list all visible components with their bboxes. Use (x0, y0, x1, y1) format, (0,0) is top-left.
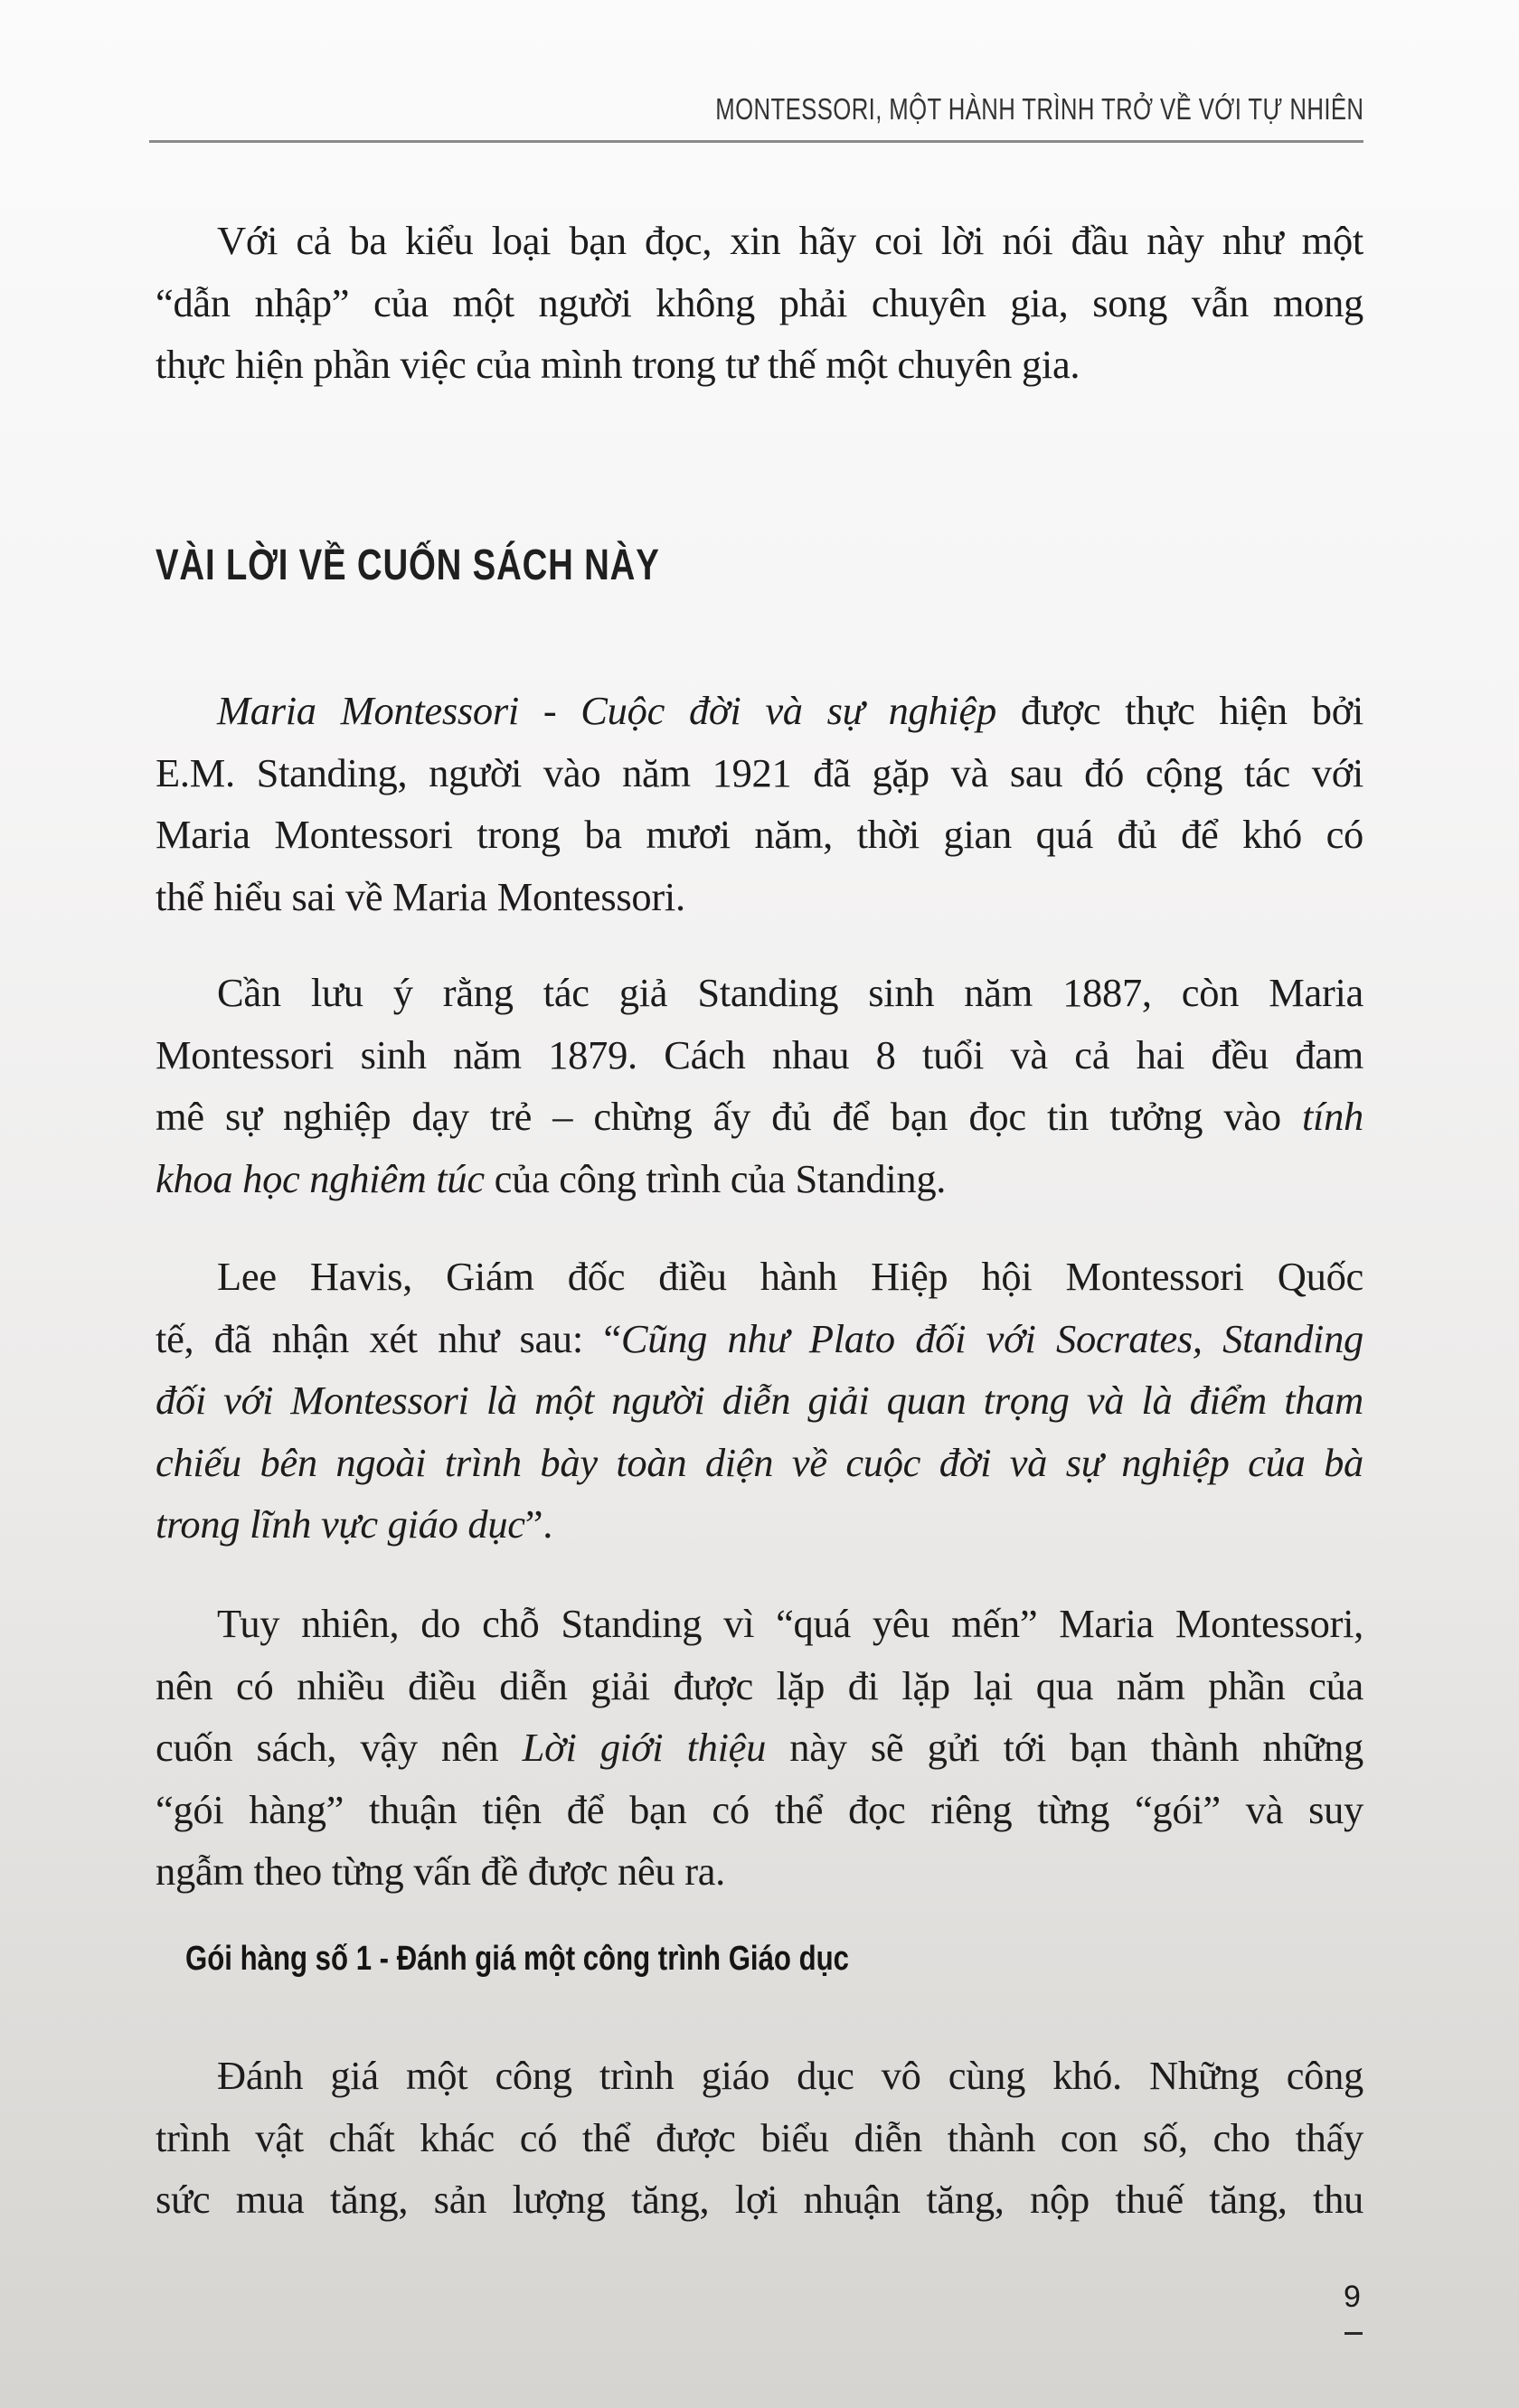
text-line: trong lĩnh vực giáo dục”. (156, 1501, 553, 1547)
text-line: thực hiện phần việc của mình trong tư thế một chuyên gia. (156, 342, 1080, 387)
header-rule (149, 140, 1363, 143)
text-line: cuốn sách, vậy nên Lời giới thiệu này sẽ gửi tới bạn thành những (156, 1725, 1364, 1770)
paragraph-evaluation (156, 2045, 1363, 2231)
text-line: Maria Montessori trong ba mươi năm, thời gian quá đủ để khó có (156, 812, 1363, 857)
text-line: “dẫn nhập” của một người không phải chuyên gia, song vẫn mong (156, 279, 1363, 325)
subsection-heading: Gói hàng số 1 - Đánh giá một công trình Giáo dục (185, 1940, 850, 1978)
text-line: Maria Montessori - Cuộc đời và sự nghiệp được thực hiện bởi (217, 688, 1363, 733)
text-line: thể hiểu sai về Maria Montessori. (156, 873, 685, 919)
text-line: tế, đã nhận xét như sau: “Cũng như Plato đối với Socrates, Standing (156, 1315, 1363, 1361)
section-heading: VÀI LỜI VỀ CUỐN SÁCH NÀY (156, 541, 660, 589)
text-line: E.M. Standing, người vào năm 1921 đã gặp và sau đó cộng tác với (156, 749, 1363, 795)
text-line: đối với Montessori là một người diễn giải quan trọng và là điểm tham (156, 1378, 1363, 1423)
text-line: khoa học nghiêm túc của công trình của Standing. (156, 1155, 947, 1201)
book-title: Maria Montessori - Cuộc đời và sự nghiệp (217, 688, 996, 733)
text-line: chiếu bên ngoài trình bày toàn diện về cuộc đời và sự nghiệp của bà (156, 1439, 1363, 1485)
paragraph-however (156, 1593, 1363, 1903)
text-line: mê sự nghiệp dạy trẻ – chừng ấy đủ để bạn đọc tin tưởng vào tính (156, 1094, 1363, 1139)
page-number-rule (1344, 2332, 1363, 2335)
text-line: Đánh giá một công trình giáo dục vô cùng khó. Những công (217, 2053, 1363, 2098)
text-line: “gói hàng” thuận tiện để bạn có thể đọc riêng từng “gói” và suy (156, 1786, 1363, 1832)
text-line: sức mua tăng, sản lượng tăng, lợi nhuận tăng, nộp thuế tăng, thu (156, 2177, 1363, 2222)
quote: Cũng như Plato đối với Socrates, Standing (620, 1315, 1363, 1361)
text-line: Lee Havis, Giám đốc điều hành Hiệp hội Montessori Quốc (217, 1254, 1363, 1299)
text-line: Montessori sinh năm 1879. Cách nhau 8 tuổi và cả hai đều đam (156, 1031, 1363, 1077)
text-line: Cần lưu ý rằng tác giả Standing sinh năm 1887, còn Maria (217, 970, 1363, 1015)
running-header: MONTESSORI, MỘT HÀNH TRÌNH TRỞ VỀ VỚI TỰ NHIÊN (714, 92, 1363, 126)
paragraph-intro (156, 210, 1363, 396)
text-line: Tuy nhiên, do chỗ Standing vì “quá yêu mến” Maria Montessori, (217, 1601, 1363, 1646)
paragraph-ages (156, 962, 1363, 1209)
text-line: nên có nhiều điều diễn giải được lặp đi lặp lại qua năm phần của (156, 1662, 1363, 1708)
text-line: ngẫm theo từng vấn đề được nêu ra. (156, 1848, 725, 1894)
page-number: 9 (1344, 2280, 1361, 2314)
text-line: Với cả ba kiểu loại bạn đọc, xin hãy coi lời nói đầu này như một (217, 218, 1363, 263)
paragraph-lee-havis (156, 1246, 1363, 1556)
paragraph-book-info (156, 680, 1363, 927)
text-line: trình vật chất khác có thể được biểu diễn thành con số, cho thấy (156, 2114, 1363, 2160)
